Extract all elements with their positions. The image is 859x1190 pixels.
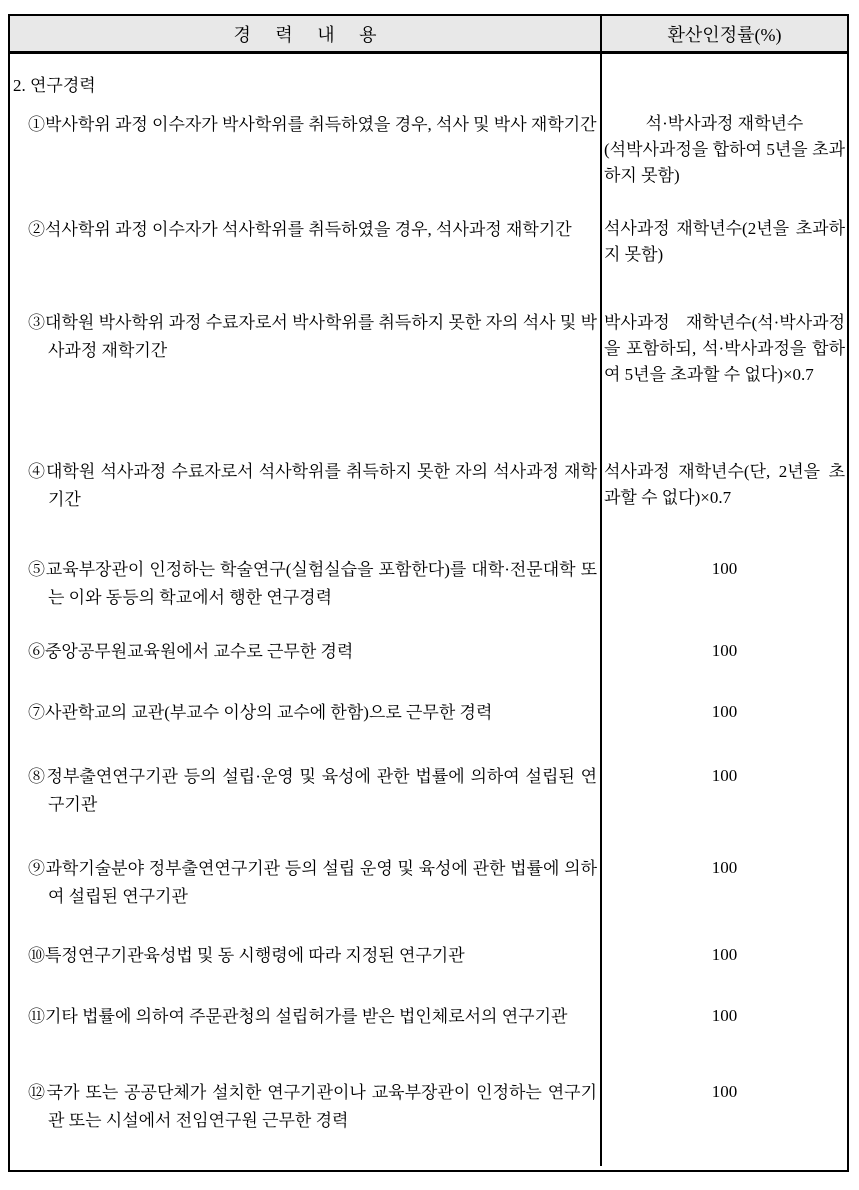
item-number: ③ [28, 313, 46, 332]
item-text: ②석사학위 과정 이수자가 석사학위를 취득하였을 경우, 석사과정 재학기간 [28, 220, 572, 239]
rate-body: 석사과정 재학년수(2년을 초과하지 못함) [604, 219, 845, 264]
career-item-row [10, 697, 847, 757]
career-item-row [10, 1072, 847, 1166]
rate-body: 석사과정 재학년수(단, 2년을 초과할 수 없다)×0.7 [604, 462, 845, 507]
header-career-column: 경 력 내 용 [233, 24, 377, 45]
item-number: ⑩ [28, 946, 45, 965]
rate-value: 100 [711, 1082, 738, 1101]
item-text: ⑥중앙공무원교육원에서 교수로 근무한 경력 [28, 642, 354, 661]
rate-cell [602, 212, 847, 268]
rate-cell [602, 1072, 847, 1105]
item-text: ⑧정부출연연구기관 등의 설립·운영 및 육성에 관한 법률에 의하여 설립된 연구기관 [28, 767, 597, 814]
item-number: ⑥ [28, 642, 45, 661]
rate-value: 100 [711, 1006, 738, 1025]
item-number: ① [28, 115, 45, 134]
rate-value: 100 [711, 858, 738, 877]
item-number: ⑫ [28, 1083, 47, 1102]
item-number: ② [28, 220, 45, 239]
item-text: ①박사학위 과정 이수자가 박사학위를 취득하였을 경우, 석사 및 박사 재학기간 [28, 115, 597, 134]
item-text: ⑦사관학교의 교관(부교수 이상의 교수에 한함)으로 근무한 경력 [28, 703, 493, 722]
item-number: ④ [28, 462, 46, 481]
header-rate-column: 환산인정률(%) [600, 16, 847, 51]
rate-body: 박사과정 재학년수(석·박사과정을 포함하되, 석·박사과정을 합하여 5년을 초과할 수 없다)×0.7 [604, 313, 845, 384]
rate-cell [602, 632, 847, 664]
item-text: ⑫국가 또는 공공단체가 설치한 연구기관이나 교육부장관이 인정하는 연구기관 또는 시설에서 전임연구원 근무한 경력 [28, 1083, 597, 1130]
career-item-row [10, 847, 847, 937]
career-item-row [10, 632, 847, 697]
item-text: ⑤교육부장관이 인정하는 학술연구(실험실습을 포함한다)를 대학·전문대학 또는 이와 동등의 학교에서 행한 연구경력 [28, 560, 597, 607]
rate-cell [602, 547, 847, 582]
item-number: ⑧ [28, 767, 47, 786]
item-text: ⑪기타 법률에 의하여 주문관청의 설립허가를 받은 법인체로서의 연구기관 [28, 1007, 568, 1026]
item-text: ⑩특정연구기관육성법 및 동 시행령에 따라 지정된 연구기관 [28, 946, 465, 965]
rate-value: 100 [711, 702, 738, 721]
rate-value: 100 [711, 766, 738, 785]
rate-cell [602, 302, 847, 388]
item-number: ⑨ [28, 859, 46, 878]
career-item-row [10, 107, 847, 212]
table-header-row [10, 16, 847, 54]
rate-value: 100 [711, 945, 738, 964]
rate-cell [602, 107, 847, 189]
item-text: ④대학원 석사과정 수료자로서 석사학위를 취득하지 못한 자의 석사과정 재학기간 [28, 462, 597, 509]
rate-value: 100 [711, 559, 738, 578]
rate-cell [602, 847, 847, 881]
item-number: ⑤ [28, 560, 46, 579]
career-item-row [10, 547, 847, 632]
item-text: ③대학원 박사학위 과정 수료자로서 박사학위를 취득하지 못한 자의 석사 및 박사과정 재학기간 [28, 313, 597, 360]
rate-cell [602, 452, 847, 511]
item-number: ⑪ [28, 1007, 45, 1026]
career-item-row [10, 937, 847, 997]
career-item-row [10, 212, 847, 302]
career-item-row [10, 757, 847, 847]
rate-title: 석·박사과정 재학년수 [645, 114, 804, 133]
career-item-row [10, 302, 847, 452]
career-item-row [10, 452, 847, 547]
item-number: ⑦ [28, 703, 45, 722]
rate-body: (석박사과정을 합하여 5년을 초과하지 못함) [604, 140, 845, 185]
rate-cell [602, 997, 847, 1029]
rate-cell [602, 937, 847, 968]
item-text: ⑨과학기술분야 정부출연연구기관 등의 설립 운영 및 육성에 관한 법률에 의하여 설립된 연구기관 [28, 859, 597, 906]
section-row [10, 54, 847, 107]
career-item-row [10, 997, 847, 1072]
rate-cell [602, 757, 847, 789]
rate-cell [602, 697, 847, 725]
rate-value: 100 [711, 641, 738, 660]
career-recognition-table [8, 14, 849, 1172]
section-label: 2. 연구경력 [13, 76, 96, 95]
